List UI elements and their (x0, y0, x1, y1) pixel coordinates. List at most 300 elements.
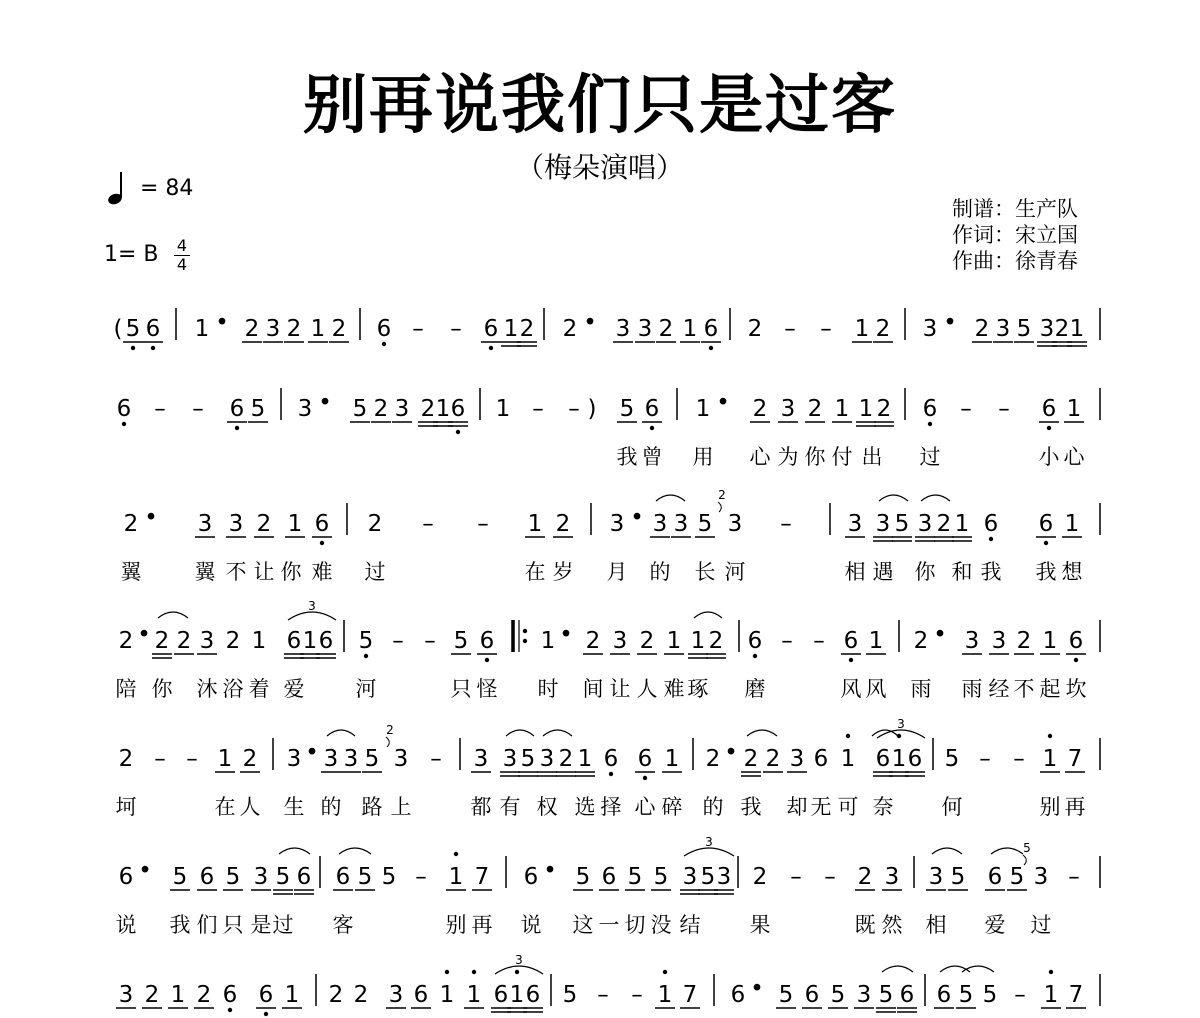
note-number: 2 (747, 316, 763, 342)
lyric-syllable: 你 (151, 677, 173, 701)
note-number: 1 (527, 511, 543, 537)
low-octave-dot (131, 346, 135, 350)
triplet-label: 3 (705, 835, 713, 849)
note-number: 2 (558, 746, 574, 772)
note-number: 1 (284, 982, 300, 1008)
note-number: 1 (858, 396, 874, 422)
note-number: 2 (752, 396, 768, 422)
high-octave-dot (1048, 734, 1052, 738)
lyric-syllable: 这 (572, 913, 594, 937)
lyric-syllable: 河 (355, 677, 377, 701)
song-title: 别再说我们只是过客 (303, 69, 897, 143)
lyric-syllable: 可 (837, 795, 859, 819)
note-number: 1 (577, 746, 593, 772)
lyric-syllable: 然 (881, 913, 903, 937)
note-number: ) (587, 396, 597, 422)
note-number: 2 (328, 982, 344, 1008)
lyric-syllable: 人 (239, 795, 261, 819)
time-sig-bottom: 4 (176, 255, 188, 274)
lyric-syllable: 长 (694, 560, 716, 584)
note-number: 2 (331, 316, 347, 342)
note-number: 3 (716, 864, 732, 890)
note-number: 3 (673, 511, 689, 537)
sustain-dash: – (784, 316, 796, 342)
sustain-dash: – (1068, 864, 1080, 890)
grace-note: 2 (386, 723, 394, 737)
low-octave-dot (989, 537, 993, 541)
slur-arc (991, 848, 1023, 854)
dotted-rhythm: • (318, 390, 332, 416)
lyric-syllable: 为 (777, 445, 799, 469)
note-number: 6 (843, 628, 859, 654)
note-number: 3 (682, 864, 698, 890)
note-number: 6 (376, 316, 392, 342)
dotted-rhythm: • (583, 310, 597, 336)
note-number: 3 (228, 511, 244, 537)
note-number: 6 (813, 746, 829, 772)
credit-role: 作词： (952, 223, 1015, 247)
sustain-dash: – (824, 864, 836, 890)
lyric-syllable: 我 (616, 445, 638, 469)
repeat-dot (523, 629, 527, 633)
lyric-syllable: 的 (320, 795, 342, 819)
note-number: 5 (1009, 864, 1025, 890)
low-octave-dot (320, 541, 324, 545)
note-number: 1 (1066, 396, 1082, 422)
lyric-syllable: 小 (1038, 445, 1060, 469)
slur-arc (327, 730, 355, 736)
note-number: 6 (525, 982, 541, 1008)
slur-arc (506, 730, 534, 736)
dotted-rhythm: • (943, 310, 957, 336)
lyric-syllable: 和 (951, 560, 973, 584)
note-number: 2 (1054, 316, 1070, 342)
note-number: 3 (388, 982, 404, 1008)
note-number: 3 (539, 746, 555, 772)
note-number: 3 (323, 746, 339, 772)
lyric-syllable: 择 (600, 795, 622, 819)
sustain-dash: – (415, 864, 427, 890)
note-number: 2 (286, 316, 302, 342)
note-number: 2 (913, 628, 929, 654)
lyric-syllable: 你 (914, 560, 936, 584)
sustain-dash: – (422, 511, 434, 537)
lyric-syllable: 客 (332, 913, 354, 937)
lyric-syllable: 只 (222, 913, 244, 937)
lyric-syllable: 坷 (115, 795, 137, 819)
lyric-syllable: 遇 (872, 560, 894, 584)
lyric-syllable: 我 (169, 913, 191, 937)
lyric-syllable: 间 (582, 677, 604, 701)
note-number: 6 (603, 746, 619, 772)
note-number: 1 (287, 511, 303, 537)
note-number: 6 (601, 864, 617, 890)
sustain-dash: – (781, 628, 793, 654)
lyric-syllable: 起 (1039, 677, 1061, 701)
note-number: 6 (493, 982, 509, 1008)
lyric-syllable: 有 (499, 795, 521, 819)
note-number: 1 (954, 511, 970, 537)
note-number: 2 (752, 864, 768, 890)
note-number: 3 (928, 864, 944, 890)
sustain-dash: – (597, 982, 609, 1008)
note-number: 1 (1069, 316, 1085, 342)
lyric-syllable: 只 (450, 677, 472, 701)
lyric-syllable: 爱 (283, 677, 305, 701)
note-number: 1 (170, 982, 186, 1008)
sustain-dash: – (154, 746, 166, 772)
triplet-label: 3 (308, 599, 316, 613)
triplet-bracket (288, 612, 336, 620)
sustain-dash: – (412, 316, 424, 342)
note-number: 2 (519, 316, 535, 342)
lyric-syllable: 人 (636, 677, 658, 701)
note-number: 6 (199, 864, 215, 890)
note-number: 5 (1016, 316, 1032, 342)
note-number: 1 (302, 628, 318, 654)
note-number: 6 (479, 628, 495, 654)
grace-hook (718, 502, 721, 512)
slur-arc (747, 730, 777, 736)
note-number: 1 (868, 628, 884, 654)
note-number: 3 (995, 316, 1011, 342)
note-number: 1 (664, 746, 680, 772)
note-number: 6 (983, 511, 999, 537)
lyric-syllable: 难 (311, 560, 333, 584)
note-number: 3 (847, 511, 863, 537)
slur-arc (879, 495, 908, 501)
lyric-syllable: 选 (574, 795, 596, 819)
low-octave-dot (456, 430, 460, 434)
note-number: 2 (154, 628, 170, 654)
sustain-dash: – (424, 628, 436, 654)
lyric-syllable: 浴 (222, 677, 244, 701)
note-number: 3 (502, 746, 518, 772)
lyric-syllable: 权 (536, 795, 558, 819)
note-number: 3 (789, 746, 805, 772)
lyric-syllable: 却 (786, 795, 808, 819)
note-number: 7 (682, 982, 698, 1008)
low-octave-dot (1044, 541, 1048, 545)
note-number: 3 (343, 746, 359, 772)
sustain-dash: – (154, 396, 166, 422)
low-octave-dot (382, 342, 386, 346)
note-number: 2 (196, 982, 212, 1008)
credit-name: 生产队 (1015, 197, 1078, 221)
sustain-dash: – (186, 746, 198, 772)
note-number: 6 (987, 864, 1003, 890)
note-number: 3 (727, 511, 743, 537)
credit-name: 宋立国 (1015, 223, 1078, 247)
grace-note: 2 (718, 488, 726, 502)
low-octave-dot (1047, 426, 1051, 430)
note-number: 6 (118, 864, 134, 890)
lyric-syllable: 河 (724, 560, 746, 584)
note-number: 3 (964, 628, 980, 654)
dotted-rhythm: • (543, 858, 557, 884)
lyric-syllable: 上 (390, 795, 412, 819)
note-number: 5 (830, 982, 846, 1008)
note-number: 6 (335, 864, 351, 890)
lyric-syllable: 我 (1035, 560, 1057, 584)
note-number: 3 (922, 316, 938, 342)
note-number: 3 (393, 746, 409, 772)
lyric-syllable: 是 (250, 913, 272, 937)
lyric-syllable: 心 (1063, 445, 1085, 469)
note-number: 5 (275, 864, 291, 890)
note-number: 1 (466, 982, 482, 1008)
sustain-dash: – (532, 396, 544, 422)
slur-arc (279, 848, 310, 854)
lyric-syllable: 碎 (661, 795, 683, 819)
note-number: 1 (891, 746, 907, 772)
note-number: 6 (922, 396, 938, 422)
lyric-syllable: 岁 (552, 560, 574, 584)
note-number: 5 (697, 511, 713, 537)
performer-subtitle: （梅朵演唱） (515, 151, 684, 184)
note-number: 6 (1041, 396, 1057, 422)
grace-note: 5 (1023, 841, 1031, 855)
dotted-rhythm: • (215, 310, 229, 336)
slur-arc (962, 966, 994, 972)
lyric-syllable: 沐 (196, 677, 218, 701)
note-number: 2 (876, 396, 892, 422)
note-number: 6 (222, 982, 238, 1008)
note-number: 3 (637, 316, 653, 342)
note-number: 3 (612, 628, 628, 654)
lyric-syllable: 琢 (687, 677, 709, 701)
note-number: 6 (318, 628, 334, 654)
high-octave-dot (846, 734, 850, 738)
lyric-syllable: 再 (1064, 795, 1086, 819)
note-number: 2 (857, 864, 873, 890)
low-octave-dot (1074, 658, 1078, 662)
high-octave-dot (663, 970, 667, 974)
high-octave-dot (445, 970, 449, 974)
note-number: 5 (125, 316, 141, 342)
lyric-syllable: 我 (980, 560, 1002, 584)
note-number: 2 (118, 628, 134, 654)
note-number: 2 (176, 628, 192, 654)
note-number: 2 (562, 316, 578, 342)
note-number: 2 (1016, 628, 1032, 654)
note-number: 6 (637, 746, 653, 772)
credit-role: 制谱： (952, 197, 1015, 221)
lyric-syllable: 用 (692, 445, 714, 469)
note-number: 6 (296, 864, 312, 890)
note-number: 2 (807, 396, 823, 422)
note-number: 5 (619, 396, 635, 422)
note-number: 5 (381, 864, 397, 890)
low-octave-dot (928, 422, 932, 426)
lyric-syllable: 雨 (961, 677, 983, 701)
note-number: 6 (523, 864, 539, 890)
low-octave-dot (489, 346, 493, 350)
sustain-dash: – (192, 396, 204, 422)
dotted-rhythm: • (724, 740, 738, 766)
note-number: 1 (439, 982, 455, 1008)
lyric-syllable: 陪 (115, 677, 137, 701)
note-number: 1 (194, 316, 210, 342)
note-number: 3 (265, 316, 281, 342)
dotted-rhythm: • (137, 622, 151, 648)
low-octave-dot (122, 422, 126, 426)
sustain-dash: – (998, 396, 1010, 422)
lyric-syllable: 曾 (641, 445, 663, 469)
note-number: 1 (1042, 746, 1058, 772)
note-number: 3 (197, 511, 213, 537)
note-number: 2 (373, 396, 389, 422)
sustain-dash: – (631, 982, 643, 1008)
note-number: 5 (562, 982, 578, 1008)
lyric-syllable: 说 (115, 913, 137, 937)
slur-arc (543, 730, 572, 736)
note-number: 1 (1043, 982, 1059, 1008)
lyric-syllable: 生 (283, 795, 305, 819)
sustain-dash: – (477, 511, 489, 537)
slur-arc (339, 848, 371, 854)
lyric-syllable: 既 (854, 913, 876, 937)
lyric-syllable: 时 (537, 677, 559, 701)
lyric-syllable: 爱 (984, 913, 1006, 937)
lyric-syllable: 们 (196, 913, 218, 937)
lyric-syllable: 让 (253, 560, 275, 584)
lyric-syllable: 不 (1013, 677, 1035, 701)
note-number: 3 (297, 396, 313, 422)
lyric-syllable: 磨 (744, 677, 766, 701)
note-number: 6 (229, 396, 245, 422)
low-octave-dot (709, 346, 713, 350)
note-number: 3 (991, 628, 1007, 654)
note-number: 5 (172, 864, 188, 890)
lyric-syllable: 的 (702, 795, 724, 819)
low-octave-dot (485, 658, 489, 662)
low-octave-dot (228, 1008, 232, 1012)
sustain-dash: – (790, 864, 802, 890)
note-number: 2 (118, 746, 134, 772)
note-number: 1 (690, 628, 706, 654)
lyric-syllable: 想 (1061, 560, 1083, 584)
dotted-rhythm: • (305, 740, 319, 766)
note-number: 3 (652, 511, 668, 537)
high-octave-dot (515, 970, 519, 974)
lyric-syllable: 你 (804, 445, 826, 469)
lyric-syllable: 怪 (476, 677, 498, 701)
note-number: 5 (627, 864, 643, 890)
note-number: 6 (1038, 511, 1054, 537)
note-number: 1 (540, 628, 556, 654)
lyric-syllable: 在 (524, 560, 546, 584)
note-number: 3 (615, 316, 631, 342)
note-number: 5 (944, 746, 960, 772)
lyric-syllable: 雨 (910, 677, 932, 701)
note-number: 2 (256, 511, 272, 537)
note-number: 5 (950, 864, 966, 890)
note-number: 6 (703, 316, 719, 342)
triplet-bracket (684, 848, 734, 856)
lyric-syllable: 别 (1039, 795, 1061, 819)
note-number: 2 (658, 316, 674, 342)
note-number: 6 (145, 316, 161, 342)
dotted-rhythm: • (144, 505, 158, 531)
repeat-dot (523, 639, 527, 643)
note-number: 2 (144, 982, 160, 1008)
note-number: 6 (483, 316, 499, 342)
note-number: 2 (244, 316, 260, 342)
credit-role: 作曲： (952, 249, 1015, 273)
note-number: 5 (894, 511, 910, 537)
note-number: 3 (1039, 316, 1055, 342)
high-octave-dot (1049, 970, 1053, 974)
note-number: 1 (1064, 511, 1080, 537)
note-number: 2 (875, 316, 891, 342)
lyric-syllable: 的 (649, 560, 671, 584)
note-number: 2 (225, 628, 241, 654)
note-number: 3 (780, 396, 796, 422)
low-octave-dot (849, 658, 853, 662)
lyric-syllable: 一 (598, 913, 620, 937)
note-number: 1 (840, 746, 856, 772)
note-number: 2 (765, 746, 781, 772)
note-number: 3 (1033, 864, 1049, 890)
note-number: 1 (657, 982, 673, 1008)
note-number: 6 (413, 982, 429, 1008)
dotted-rhythm: • (933, 622, 947, 648)
note-number: 5 (878, 982, 894, 1008)
tempo-value: = 84 (140, 176, 194, 201)
sustain-dash: – (780, 511, 792, 537)
lyric-syllable: 你 (280, 560, 302, 584)
note-number: 6 (747, 628, 763, 654)
note-number: 7 (1068, 982, 1084, 1008)
low-octave-dot (609, 772, 613, 776)
note-number: 1 (666, 628, 682, 654)
note-number: 5 (358, 628, 374, 654)
lyric-syllable: 过 (364, 560, 386, 584)
lyric-syllable: 过 (272, 913, 294, 937)
lyric-syllable: 不 (225, 560, 247, 584)
note-number: 2 (555, 511, 571, 537)
note-number: 5 (364, 746, 380, 772)
note-number: 5 (250, 396, 266, 422)
credit-name: 徐青春 (1015, 249, 1078, 273)
note-number: 3 (884, 864, 900, 890)
note-number: 2 (705, 746, 721, 772)
note-number: 6 (286, 628, 302, 654)
lyric-syllable: 让 (609, 677, 631, 701)
low-octave-dot (643, 776, 647, 780)
note-number: 2 (123, 511, 139, 537)
note-number: 2 (367, 511, 383, 537)
note-number: 6 (116, 396, 132, 422)
note-number: 1 (682, 316, 698, 342)
slur-arc (656, 495, 685, 501)
lyric-syllable: 结 (679, 913, 701, 937)
triplet-label: 3 (897, 717, 905, 731)
note-number: 6 (450, 396, 466, 422)
lyric-syllable: 说 (520, 913, 542, 937)
note-number: 2 (353, 982, 369, 1008)
note-number: 6 (907, 746, 923, 772)
lyric-syllable: 风 (865, 677, 887, 701)
dotted-rhythm: • (138, 858, 152, 884)
note-number: 5 (225, 864, 241, 890)
triplet-label: 3 (515, 953, 523, 967)
lyric-syllable: 翼 (194, 560, 216, 584)
note-number: 5 (653, 864, 669, 890)
note-number: 1 (217, 746, 233, 772)
lyric-syllable: 付 (831, 445, 853, 469)
